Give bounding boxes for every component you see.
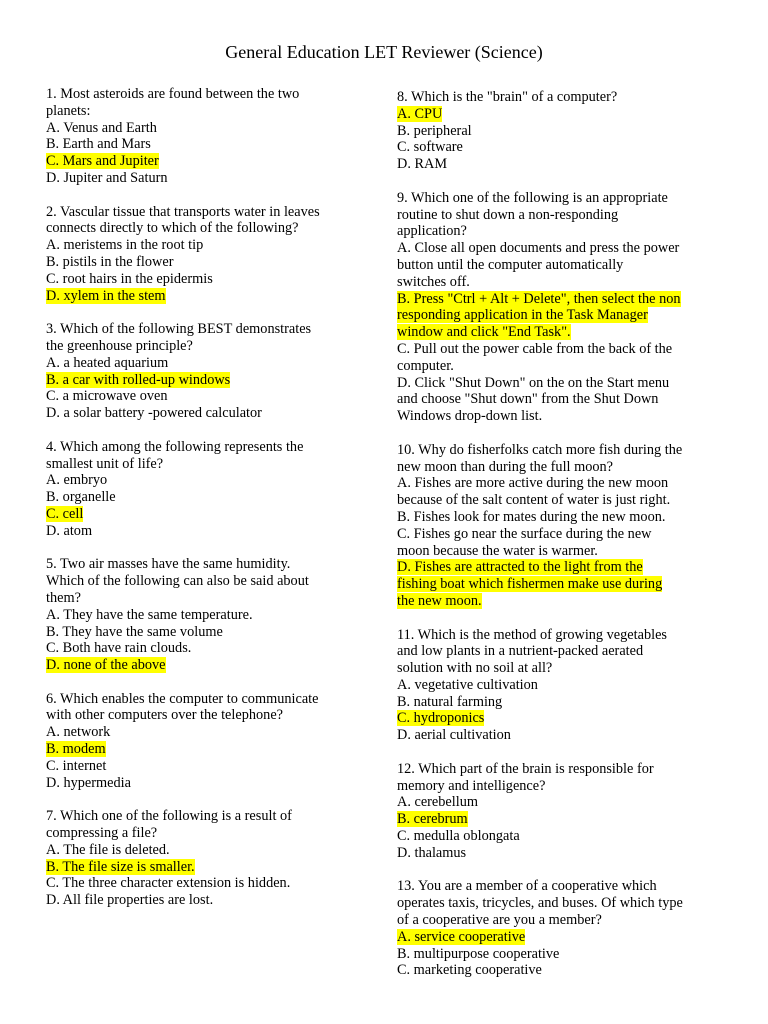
question-text-line: [397, 727, 715, 744]
question-text-line: [397, 526, 715, 543]
question-text-line: [397, 341, 715, 358]
line-text: D. Click "Shut Down" on the on the Start menu: [397, 374, 670, 391]
line-text: 8. Which is the "brain" of a computer?: [397, 89, 618, 105]
line-text: B. multipurpose cooperative: [397, 945, 560, 962]
line-text: because of the salt content of water is just right.: [397, 492, 671, 509]
correct-answer-line: [397, 576, 715, 593]
question-block: [46, 86, 358, 187]
question-text-line: [46, 220, 358, 237]
line-text: memory and intelligence?: [397, 777, 546, 794]
line-text: and choose "Shut down" from the Shut Down: [397, 391, 659, 408]
correct-answer-line: [397, 811, 715, 828]
line-text: C. a microwave oven: [46, 388, 168, 405]
line-text: switches off.: [397, 273, 470, 290]
question-text-line: [46, 573, 358, 590]
line-text: D. Jupiter and Saturn: [46, 169, 168, 186]
question-text-line: [46, 624, 358, 641]
line-text: Windows drop-down list.: [397, 408, 543, 425]
correct-answer-line: [397, 593, 715, 610]
question-text-line: [46, 875, 358, 892]
question-text-line: [46, 808, 358, 825]
question-text-line: [46, 758, 358, 775]
question-text-line: [46, 254, 358, 271]
question-text-line: [46, 892, 358, 909]
line-text: A. meristems in the root tip: [46, 237, 204, 254]
line-text: application?: [397, 223, 467, 240]
question-text-line: [397, 391, 715, 408]
line-text: solution with no soil at all?: [397, 660, 553, 677]
line-text: connects directly to which of the following?: [46, 220, 299, 237]
correct-answer-line: [397, 929, 715, 946]
correct-answer-line: [397, 291, 715, 308]
line-text: routine to shut down a non-responding: [397, 206, 619, 223]
line-text: D. a solar battery -powered calculator: [46, 405, 262, 422]
highlighted-text: C. Mars and Jupiter: [46, 153, 159, 170]
line-text: of a cooperative are you a member?: [397, 912, 602, 929]
question-block: [46, 204, 358, 305]
line-text: D. RAM: [397, 156, 448, 173]
question-block: [397, 761, 715, 862]
line-text: B. organelle: [46, 489, 116, 506]
line-text: 7. Which one of the following is a result of: [46, 808, 292, 825]
question-text-line: [397, 660, 715, 677]
line-text: operates taxis, tricycles, and buses. Of which type: [397, 895, 683, 912]
correct-answer-line: [46, 657, 358, 674]
question-text-line: [46, 724, 358, 741]
question-block: [397, 627, 715, 745]
line-text: B. They have the same volume: [46, 623, 223, 640]
line-text: 13. You are a member of a cooperative which: [397, 878, 657, 895]
question-text-line: [397, 442, 715, 459]
correct-answer-line: [397, 559, 715, 576]
line-text: D. All file properties are lost.: [46, 892, 214, 909]
question-text-line: [46, 556, 358, 573]
question-text-line: [46, 237, 358, 254]
line-text: computer.: [397, 357, 454, 374]
correct-answer-line: [397, 106, 715, 123]
line-text: A. Close all open documents and press the power: [397, 240, 680, 257]
question-text-line: [397, 946, 715, 963]
question-text-line: [46, 204, 358, 221]
line-text: A. network: [46, 724, 111, 741]
question-text-line: [397, 627, 715, 644]
line-text: B. natural farming: [397, 693, 503, 710]
highlighted-text: B. Press "Ctrl + Alt + Delete", then select the non: [397, 290, 681, 307]
question-text-line: [397, 408, 715, 425]
question-text-line: [46, 321, 358, 338]
question-text-line: [46, 825, 358, 842]
question-text-line: [397, 89, 715, 106]
line-text: A. Fishes are more active during the new moon: [397, 475, 669, 492]
question-text-line: [46, 338, 358, 355]
question-block: [46, 439, 358, 540]
question-block: [397, 89, 715, 173]
question-text-line: [397, 761, 715, 778]
line-text: and low plants in a nutrient-packed aerated: [397, 643, 644, 660]
question-text-line: [397, 207, 715, 224]
question-text-line: [397, 156, 715, 173]
line-text: C. software: [397, 139, 463, 156]
correct-answer-line: [46, 372, 358, 389]
line-text: planets:: [46, 102, 91, 119]
question-text-line: [46, 472, 358, 489]
highlighted-text: responding application in the Task Manager: [397, 307, 648, 324]
question-text-line: [46, 271, 358, 288]
line-text: with other computers over the telephone?: [46, 707, 284, 724]
highlighted-text: fishing boat which fishermen make use during: [397, 576, 663, 593]
line-text: C. root hairs in the epidermis: [46, 270, 213, 287]
question-text-line: [397, 240, 715, 257]
line-text: moon because the water is warmer.: [397, 542, 598, 559]
line-text: C. Fishes go near the surface during the new: [397, 525, 652, 542]
question-block: [397, 190, 715, 425]
line-text: A. vegetative cultivation: [397, 676, 538, 693]
question-block: [46, 321, 358, 422]
highlighted-text: C. hydroponics: [397, 710, 485, 727]
line-text: A. a heated aquarium: [46, 354, 169, 371]
question-text-line: [397, 257, 715, 274]
highlighted-text: A. CPU: [397, 105, 443, 122]
correct-answer-line: [46, 741, 358, 758]
question-block: [46, 556, 358, 674]
correct-answer-line: [46, 153, 358, 170]
question-text-line: [46, 691, 358, 708]
question-text-line: [397, 190, 715, 207]
line-text: D. hypermedia: [46, 774, 131, 791]
correct-answer-line: [397, 324, 715, 341]
question-text-line: [46, 640, 358, 657]
line-text: C. Both have rain clouds.: [46, 640, 192, 657]
question-text-line: [46, 523, 358, 540]
highlighted-text: D. Fishes are attracted to the light from the: [397, 559, 643, 576]
line-text: A. embryo: [46, 472, 108, 489]
question-text-line: [397, 459, 715, 476]
line-text: B. Earth and Mars: [46, 136, 151, 153]
highlighted-text: B. modem: [46, 741, 106, 758]
highlighted-text: B. The file size is smaller.: [46, 858, 195, 875]
question-block: [397, 878, 715, 979]
line-text: B. Fishes look for mates during the new moon.: [397, 508, 666, 525]
line-text: A. Venus and Earth: [46, 119, 157, 136]
question-text-line: [46, 456, 358, 473]
line-text: 2. Vascular tissue that transports water in leaves: [46, 203, 320, 220]
question-text-line: [397, 878, 715, 895]
line-text: A. They have the same temperature.: [46, 606, 253, 623]
line-text: 6. Which enables the computer to communicate: [46, 690, 319, 707]
question-text-line: [46, 489, 358, 506]
correct-answer-line: [46, 506, 358, 523]
correct-answer-line: [397, 307, 715, 324]
line-text: C. The three character extension is hidden.: [46, 875, 291, 892]
line-text: C. marketing cooperative: [397, 962, 542, 979]
question-text-line: [397, 912, 715, 929]
line-text: C. Pull out the power cable from the back of the: [397, 340, 673, 357]
question-text-line: [397, 962, 715, 979]
question-text-line: [46, 439, 358, 456]
question-text-line: [397, 492, 715, 509]
highlighted-text: A. service cooperative: [397, 928, 526, 945]
question-text-line: [397, 778, 715, 795]
question-block: [46, 691, 358, 792]
line-text: D. aerial cultivation: [397, 727, 511, 744]
question-text-line: [46, 136, 358, 153]
line-text: button until the computer automatically: [397, 256, 624, 273]
line-text: them?: [46, 589, 81, 606]
line-text: 9. Which one of the following is an appropriate: [397, 189, 668, 206]
line-text: 11. Which is the method of growing vegetables: [397, 626, 667, 643]
line-text: 1. Most asteroids are found between the two: [46, 86, 300, 102]
question-text-line: [46, 355, 358, 372]
highlighted-text: C. cell: [46, 505, 84, 522]
highlighted-text: D. xylem in the stem: [46, 287, 166, 304]
line-text: new moon than during the full moon?: [397, 458, 614, 475]
question-text-line: [46, 842, 358, 859]
question-block: [46, 808, 358, 909]
highlighted-text: B. a car with rolled-up windows: [46, 371, 231, 388]
question-text-line: [46, 775, 358, 792]
document-title: General Education LET Reviewer (Science): [225, 42, 543, 62]
question-text-line: [397, 794, 715, 811]
question-text-line: [397, 509, 715, 526]
question-text-line: [397, 828, 715, 845]
line-text: D. atom: [46, 522, 93, 539]
correct-answer-line: [46, 288, 358, 305]
line-text: B. pistils in the flower: [46, 253, 174, 270]
line-text: C. medulla oblongata: [397, 828, 520, 845]
question-text-line: [46, 607, 358, 624]
line-text: smallest unit of life?: [46, 455, 164, 472]
line-text: A. cerebellum: [397, 794, 478, 811]
question-text-line: [397, 223, 715, 240]
line-text: 4. Which among the following represents the: [46, 438, 304, 455]
line-text: 5. Two air masses have the same humidity.: [46, 556, 291, 573]
question-text-line: [397, 643, 715, 660]
right-question-column: [397, 89, 715, 996]
question-text-line: [397, 123, 715, 140]
question-text-line: [397, 677, 715, 694]
line-text: 3. Which of the following BEST demonstrates: [46, 321, 312, 338]
correct-answer-line: [46, 859, 358, 876]
question-text-line: [397, 274, 715, 291]
question-text-line: [46, 86, 358, 103]
question-text-line: [397, 845, 715, 862]
question-text-line: [46, 103, 358, 120]
line-text: C. internet: [46, 757, 107, 774]
question-text-line: [397, 475, 715, 492]
correct-answer-line: [397, 710, 715, 727]
question-text-line: [46, 707, 358, 724]
line-text: B. peripheral: [397, 122, 472, 139]
question-text-line: [46, 590, 358, 607]
question-text-line: [397, 543, 715, 560]
question-text-line: [46, 405, 358, 422]
question-block: [397, 442, 715, 610]
question-text-line: [397, 358, 715, 375]
line-text: compressing a file?: [46, 825, 158, 842]
line-text: 12. Which part of the brain is responsible for: [397, 760, 654, 777]
question-text-line: [397, 375, 715, 392]
line-text: D. thalamus: [397, 844, 467, 861]
question-text-line: [46, 170, 358, 187]
question-text-line: [397, 895, 715, 912]
left-question-column: [46, 86, 358, 926]
highlighted-text: the new moon.: [397, 592, 482, 609]
line-text: the greenhouse principle?: [46, 337, 193, 354]
highlighted-text: D. none of the above: [46, 657, 166, 674]
line-text: Which of the following can also be said about: [46, 573, 309, 590]
line-text: A. The file is deleted.: [46, 841, 170, 858]
question-text-line: [46, 388, 358, 405]
question-text-line: [46, 120, 358, 137]
highlighted-text: B. cerebrum: [397, 811, 468, 828]
line-text: 10. Why do fisherfolks catch more fish during the: [397, 441, 683, 458]
highlighted-text: window and click "End Task".: [397, 324, 571, 341]
question-text-line: [397, 139, 715, 156]
question-text-line: [397, 694, 715, 711]
